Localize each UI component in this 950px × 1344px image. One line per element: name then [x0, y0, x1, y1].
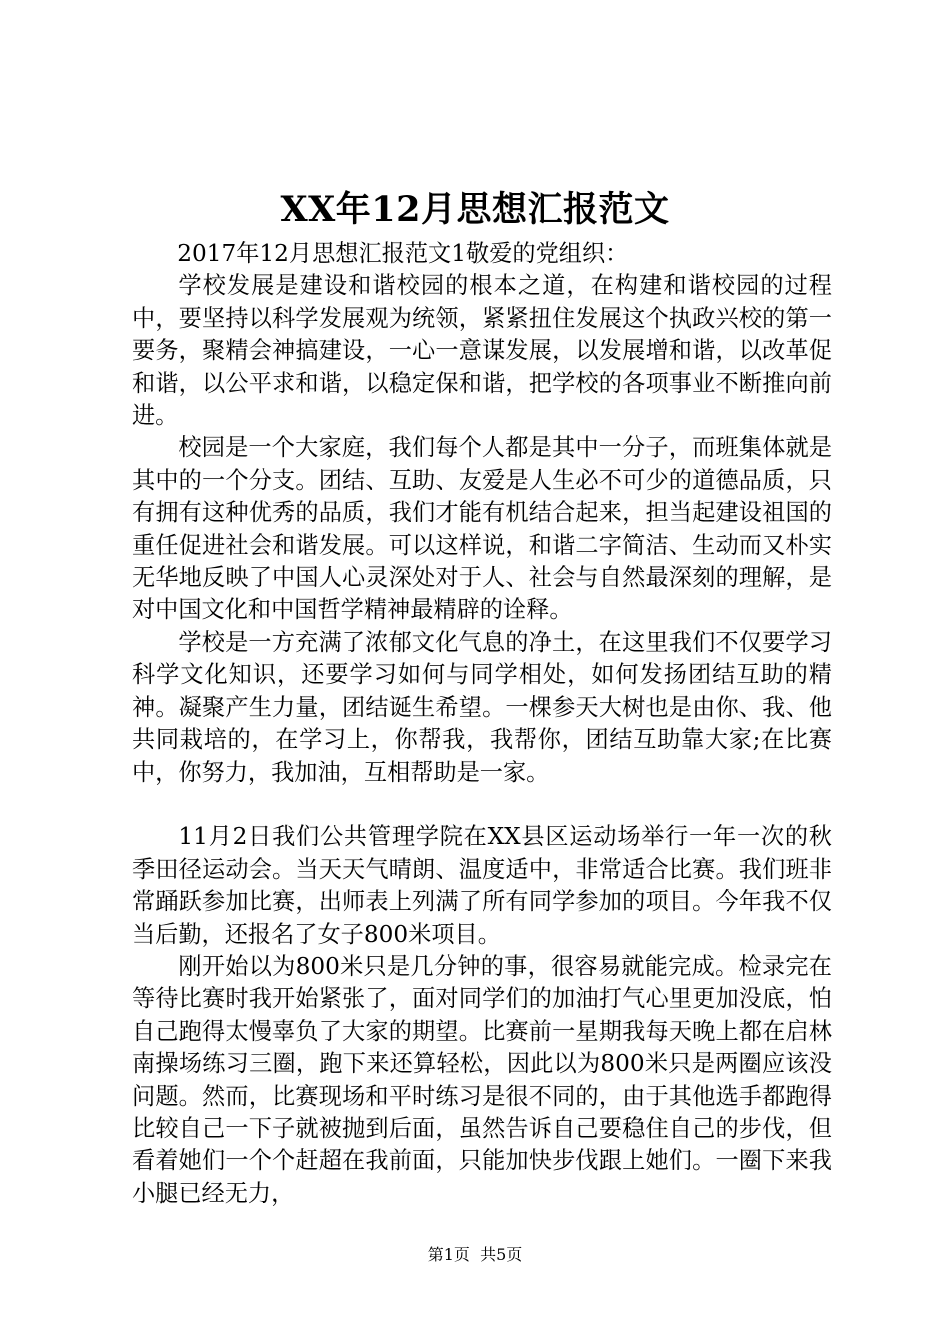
paragraph-sports-meeting: 11月2日我们公共管理学院在XX县区运动场举行一年一次的秋季田径运动会。当天天气晴朗、温度适中，非常适合比赛。我们班非常踊跃参加比赛，出师表上列满了所有同学参加的项目。今年我不仅当后勤，还报名了女子800米项目。: [132, 823, 832, 948]
paragraph-salutation: 2017年12月思想汇报范文1敬爱的党组织：: [177, 240, 629, 267]
page-total: 共5页: [480, 1245, 523, 1264]
paragraph-800m-race: 刚开始以为800米只是几分钟的事，很容易就能完成。检录完在等待比赛时我开始紧张了，面对同学们的加油打气心里更加没底，怕自己跑得太慢辜负了大家的期望。比赛前一星期我每天晚上都在启林南操场练习三圈，跑下来还算轻松，因此以为800米只是两圈应该没问题。然而，比赛现场和平时练习是很不同的，由于其他选手都跑得比较自己一下子就被抛到后面，虽然告诉自己要稳住自己的步伐，但看着她们一个个赶超在我前面，只能加快步伐跟上她们。一圈下来我小腿已经无力，: [132, 952, 832, 1207]
paragraph-school-development: 学校发展是建设和谐校园的根本之道，在构建和谐校园的过程中，要坚持以科学发展观为统领，紧紧扭住发展这个执政兴校的第一要务，聚精会神搞建设，一心一意谋发展，以发展增和谐，以改革促和谐，以公平求和谐，以稳定保和谐，把学校的各项事业不断推向前进。: [132, 272, 832, 430]
document-title: XX年12月思想汇报范文: [280, 189, 670, 230]
document-body: [132, 238, 832, 1210]
paragraph-unity: 学校是一方充满了浓郁文化气息的净土，在这里我们不仅要学习科学文化知识，还要学习如何与同学相处，如何发扬团结互助的精神。凝聚产生力量，团结诞生希望。一棵参天大树也是由你、我、他共同栽培的，在学习上，你帮我，我帮你，团结互助靠大家;在比赛中，你努力，我加油，互相帮助是一家。: [132, 628, 832, 786]
page-number: 第1页: [427, 1245, 470, 1264]
paragraph-campus-family: 校园是一个大家庭，我们每个人都是其中一分子，而班集体就是其中的一个分支。团结、互助、友爱是人生必不可少的道德品质，只有拥有这种优秀的品质，我们才能有机结合起来，担当起建设祖国的重任促进社会和谐发展。可以这样说，和谐二字简洁、生动而又朴实无华地反映了中国人心灵深处对于人、社会与自然最深刻的理解，是对中国文化和中国哲学精神最精辟的诠释。: [132, 434, 832, 624]
page-footer: [0, 1244, 950, 1266]
